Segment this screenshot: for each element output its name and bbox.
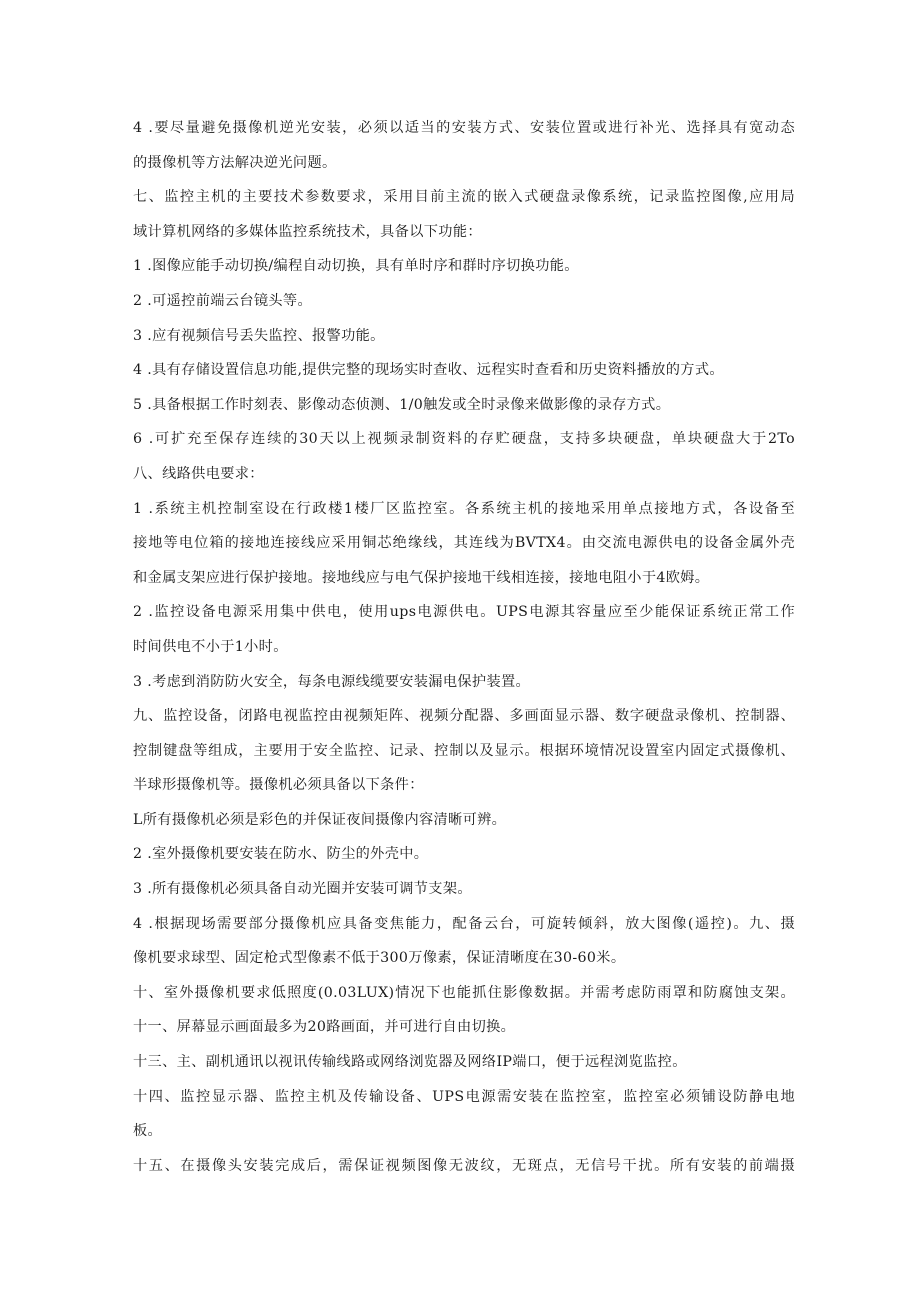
text-line: L所有摄像机必须是彩色的并保证夜间摄像内容清晰可辨。 bbox=[133, 811, 507, 828]
text-line: 3 .考虑到消防防火安全，每条电源线缆要安装漏电保护装置。 bbox=[133, 673, 531, 690]
text-line: 九、监控设备，闭路电视监控由视频矩阵、视频分配器、多画面显示器、数字硬盘录像机、控制器、 bbox=[133, 708, 795, 725]
text-line: 和金属支架应进行保护接地。接地线应与电气保护接地干线相连接，接地电阻小于4欧姆。 bbox=[133, 569, 710, 586]
text-line: 十四、监控显示器、监控主机及传输设备、UPS电源需安装在监控室，监控室必须铺设防静电地 bbox=[133, 1088, 795, 1105]
text-line: 十一、屏幕显示画面最多为20路画面，并可进行自由切换。 bbox=[133, 1019, 516, 1036]
text-line: 的摄像机等方法解决逆光问题。 bbox=[133, 154, 337, 171]
text-line: 八、线路供电要求： bbox=[133, 465, 264, 482]
text-line: 4 .根据现场需要部分摄像机应具备变焦能力，配备云台，可旋转倾斜，放大图像(遥控)。九、摄 bbox=[133, 915, 795, 932]
text-line: 板。 bbox=[133, 1123, 163, 1140]
text-line: 5 .具备根据工作时刻表、影像动态侦测、1/0触发或全时录像来做影像的录存方式。 bbox=[133, 396, 671, 413]
text-line: 2 .可遥控前端云台镜头等。 bbox=[133, 292, 313, 309]
text-line: 像机要求球型、固定枪式型像素不低于300万像素，保证清晰度在30-60米。 bbox=[133, 950, 626, 967]
text-line: 1 .系统主机控制室设在行政楼1楼厂区监控室。各系统主机的接地采用单点接地方式，各设备至 bbox=[133, 500, 795, 517]
text-line: 3 .所有摄像机必须具备自动光圈并安装可调节支架。 bbox=[133, 881, 472, 898]
text-line: 控制键盘等组成，主要用于安全监控、记录、控制以及显示。根据环境情况设置室内固定式摄像机、 bbox=[133, 742, 795, 759]
text-line: 2 .监控设备电源采用集中供电，使用ups电源供电。UPS电源其容量应至少能保证系统正常工作 bbox=[133, 604, 795, 621]
text-line: 6 .可扩充至保存连续的30天以上视频录制资料的存贮硬盘，支持多块硬盘，单块硬盘大于2To bbox=[133, 431, 795, 448]
text-line: 3 .应有视频信号丢失监控、报警功能。 bbox=[133, 327, 385, 344]
text-line: 半球形摄像机等。摄像机必须具备以下条件： bbox=[133, 777, 424, 794]
text-line: 1 .图像应能手动切换/编程自动切换，具有单时序和群时序切换功能。 bbox=[133, 258, 579, 275]
text-line: 2 .室外摄像机要安装在防水、防尘的外壳中。 bbox=[133, 846, 429, 863]
text-line: 十、室外摄像机要求低照度(0.03LUX)情况下也能抓住影像数据。并需考虑防雨罩和防腐蚀支架。 bbox=[133, 984, 795, 1001]
text-line: 十三、主、副机通讯以视讯传输线路或网络浏览器及网络IP端口，便于远程浏览监控。 bbox=[133, 1054, 687, 1071]
text-line: 七、监控主机的主要技术参数要求，采用目前主流的嵌入式硬盘录像系统，记录监控图像,应用局 bbox=[133, 189, 795, 206]
text-line: 4 .要尽量避免摄像机逆光安装，必须以适当的安装方式、安装位置或进行补光、选择具有宽动态 bbox=[133, 120, 795, 136]
document-body bbox=[133, 111, 795, 1183]
text-line: 时间供电不小于1小时。 bbox=[133, 638, 288, 655]
text-line: 十五、在摄像头安装完成后，需保证视频图像无波纹，无斑点，无信号干扰。所有安装的前端摄 bbox=[133, 1157, 795, 1174]
text-line: 接地等电位箱的接地连接线应采用铜芯绝缘线，其连线为BVTX4。由交流电源供电的设备金属外壳 bbox=[133, 535, 795, 552]
text-line: 4 .具有存储设置信息功能,提供完整的现场实时查收、远程实时查看和历史资料播放的方式。 bbox=[133, 362, 724, 379]
text-line: 域计算机网络的多媒体监控系统技术，具备以下功能： bbox=[133, 223, 482, 240]
